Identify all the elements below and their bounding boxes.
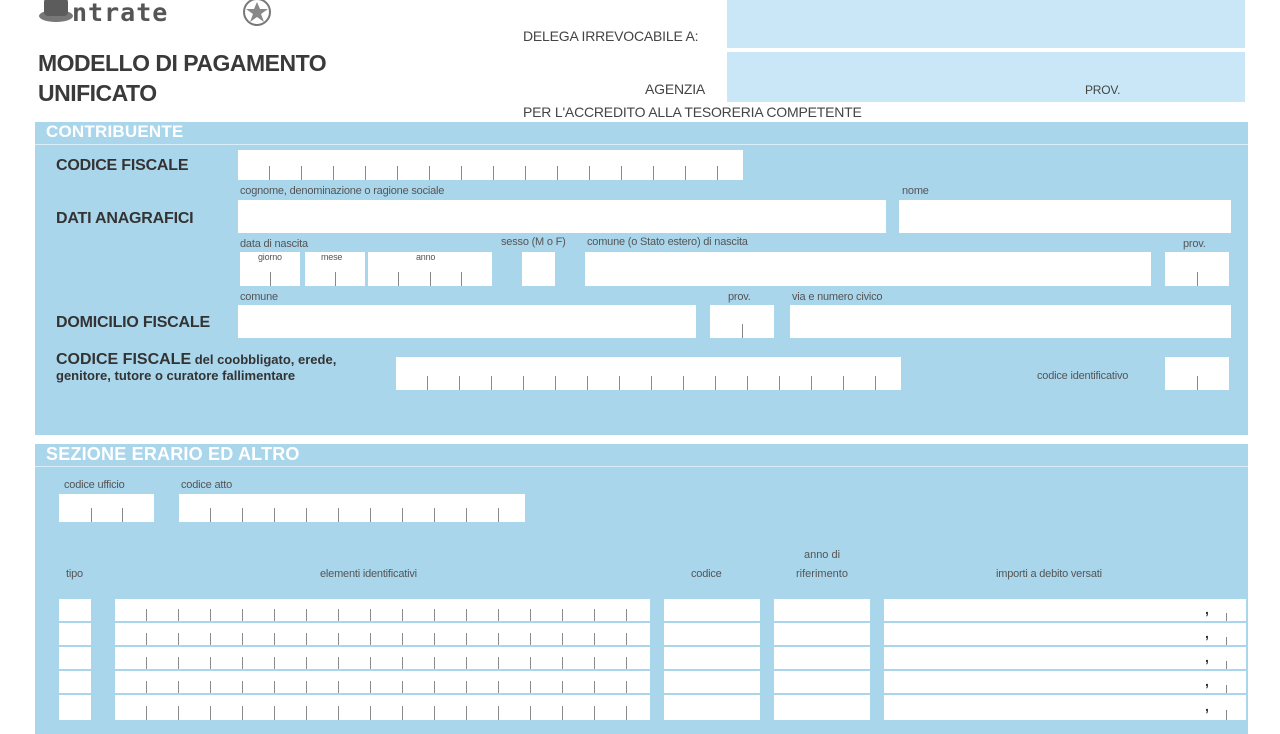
row-elementi-ticks <box>115 599 650 623</box>
tick <box>1226 710 1227 720</box>
accredito-label: PER L'ACCREDITO ALLA TESORERIA COMPETENTE <box>523 104 862 120</box>
row-comma: , <box>1205 601 1209 617</box>
erario-row-2[interactable] <box>59 623 1246 647</box>
logo-text: ntrate <box>72 0 169 27</box>
row-comma: , <box>1205 625 1209 641</box>
tick <box>1197 272 1198 286</box>
anno-label: anno <box>416 252 436 262</box>
erario-row-4[interactable] <box>59 671 1246 695</box>
comune-nascita-field[interactable] <box>585 252 1151 286</box>
row-elementi-ticks <box>115 623 650 647</box>
coobbligato-label-rest: del coobbligato, erede, <box>191 352 337 367</box>
nome-label: nome <box>902 185 929 197</box>
tick <box>461 272 462 286</box>
codice-label: codice <box>691 568 722 580</box>
codice-fiscale-field[interactable] <box>238 150 743 180</box>
dati-anagrafici-label: DATI ANAGRAFICI <box>56 210 194 227</box>
agenzia-field[interactable] <box>727 52 1245 102</box>
form-title-line1: MODELLO DI PAGAMENTO <box>38 50 327 76</box>
tick <box>91 508 92 522</box>
mese-field[interactable] <box>305 252 365 286</box>
nome-field[interactable] <box>899 200 1231 233</box>
tick <box>430 272 431 286</box>
tick <box>742 324 743 338</box>
form-title-line2: UNIFICATO <box>38 80 157 106</box>
row-comma: , <box>1205 649 1209 665</box>
codice-identificativo-field[interactable] <box>1165 357 1229 390</box>
agenzia-label: AGENZIA <box>645 81 706 97</box>
data-nascita-label: data di nascita <box>240 238 308 250</box>
prov-nascita-field[interactable] <box>1165 252 1229 286</box>
via-field[interactable] <box>790 305 1231 338</box>
elementi-label: elementi identificativi <box>320 568 417 580</box>
tick <box>398 272 399 286</box>
via-label: via e numero civico <box>792 291 883 303</box>
tick <box>270 272 271 286</box>
logo-hat-icon <box>38 0 74 24</box>
cognome-label: cognome, denominazione o ragione sociale <box>240 185 445 197</box>
codice-identificativo-label: codice identificativo <box>1037 370 1129 382</box>
prov-domicilio-label: prov. <box>728 291 751 303</box>
row-comma: , <box>1205 698 1209 714</box>
contribuente-header-rule <box>35 144 1248 145</box>
erario-title: SEZIONE ERARIO ED ALTRO <box>46 444 300 464</box>
form-title <box>38 48 326 108</box>
codice-fiscale-label: CODICE FISCALE <box>56 157 189 174</box>
sesso-label: sesso (M o F) <box>501 236 566 248</box>
sesso-field[interactable] <box>522 252 555 286</box>
erario-row-5[interactable] <box>59 695 1246 720</box>
emblem-icon <box>232 0 282 28</box>
tick <box>335 272 336 286</box>
erario-row-3[interactable] <box>59 647 1246 671</box>
prov-nascita-label: prov. <box>1183 238 1206 250</box>
coobbligato-label <box>56 352 336 384</box>
cognome-field[interactable] <box>238 200 886 233</box>
delega-field[interactable] <box>727 0 1245 48</box>
giorno-label: giorno <box>258 252 282 262</box>
coobbligato-codice-field[interactable] <box>396 357 901 390</box>
tick <box>1197 376 1198 390</box>
erario-row-1[interactable] <box>59 599 1246 623</box>
row-elementi-ticks <box>115 671 650 695</box>
coobbligato-label-bold: CODICE FISCALE <box>56 351 192 368</box>
anno-rif-line1: anno di <box>803 549 841 561</box>
codice-atto-label: codice atto <box>181 479 233 491</box>
giorno-field[interactable] <box>240 252 300 286</box>
comune-domicilio-field[interactable] <box>238 305 696 338</box>
agency-logo <box>38 0 298 28</box>
codice-ufficio-label: codice ufficio <box>64 479 125 491</box>
codice-ufficio-field[interactable] <box>59 494 154 522</box>
anno-rif-line2: riferimento <box>796 568 848 580</box>
comune-nascita-label: comune (o Stato estero) di nascita <box>587 236 748 248</box>
row-elementi-ticks <box>115 695 650 720</box>
comune-label: comune <box>240 291 278 303</box>
tipo-label: tipo <box>66 568 83 580</box>
erario-header-rule <box>35 466 1248 467</box>
anno-riferimento-label <box>792 546 852 584</box>
agenzia-prov-label: PROV. <box>1085 83 1121 97</box>
delega-label: DELEGA IRREVOCABILE A: <box>523 28 699 44</box>
anno-field[interactable] <box>368 252 492 286</box>
prov-domicilio-field[interactable] <box>710 305 774 338</box>
domicilio-fiscale-label: DOMICILIO FISCALE <box>56 314 210 331</box>
coobbligato-label-line2: genitore, tutore o curatore fallimentare <box>56 368 296 383</box>
contribuente-title: CONTRIBUENTE <box>46 122 184 141</box>
codice-atto-field[interactable] <box>179 494 525 522</box>
tick <box>122 508 123 522</box>
importi-label: importi a debito versati <box>996 568 1102 580</box>
row-comma: , <box>1205 673 1209 689</box>
mese-label: mese <box>321 252 343 262</box>
row-elementi-ticks <box>115 647 650 671</box>
